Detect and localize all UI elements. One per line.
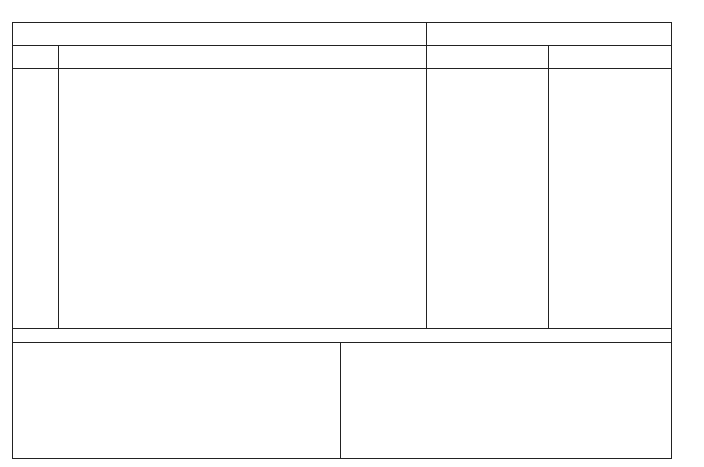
table-top-border [12, 22, 672, 23]
numero-divider [58, 45, 59, 328]
frame-right-border [671, 22, 672, 459]
notes-top-border [12, 328, 672, 329]
cassa-divider [548, 45, 549, 328]
notes-title-divider [12, 342, 672, 343]
page-bottom-border [12, 458, 672, 459]
notes-column-divider [340, 342, 341, 459]
column-header-divider [12, 68, 672, 69]
frame-left-border [12, 22, 13, 459]
group-header-divider [12, 45, 672, 46]
